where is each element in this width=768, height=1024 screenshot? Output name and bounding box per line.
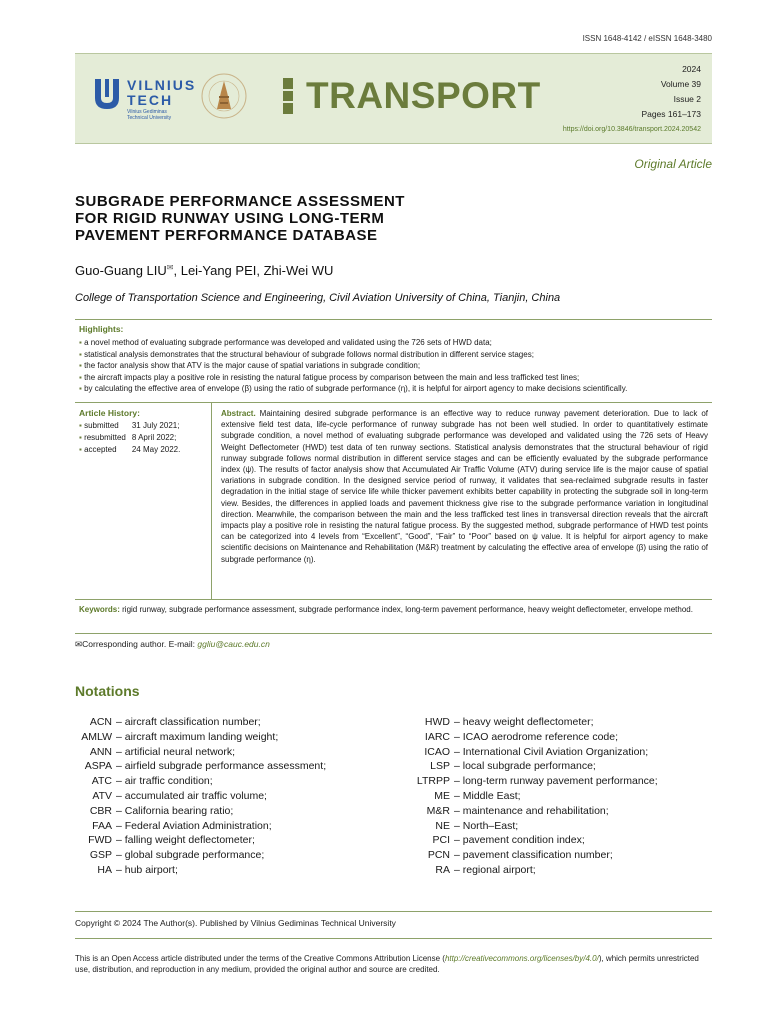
vt-word-2: TECH [127,92,174,108]
journal-banner [75,53,712,144]
author-list [75,263,333,278]
title-line: FOR RIGID RUNWAY USING LONG-TERM [75,210,385,227]
notation-abbr: LSP [430,760,450,773]
vertical-divider [211,403,212,599]
notation-def: – Federal Aviation Administration; [116,819,272,832]
notation-abbr: FAA [92,819,112,832]
notation-def: – regional airport; [454,863,536,876]
notation-row [75,804,326,819]
list-item: ▪ the factor analysis show that ATV is the major cause of spatial variations in subgrade condition; [79,360,709,372]
notation-def: – air traffic condition; [116,775,213,788]
abstract [221,408,708,565]
article-type: Original Article [634,157,712,171]
table-row [79,444,186,456]
issue-number: Issue 2 [673,94,701,104]
notation-row [410,833,658,848]
notation-abbr: LTRPP [416,775,450,788]
notation-def: – falling weight deflectometer; [116,834,255,847]
notation-abbr: ANN [89,745,112,758]
article-title [75,193,495,244]
vt-word-1: VILNIUS [127,77,197,93]
history-date: 31 July 2021; [131,421,180,430]
notation-row [410,759,658,774]
journal-bar-icon [283,78,293,114]
notation-def: – pavement condition index; [454,834,585,847]
academy-seal-icon [200,72,248,120]
notation-def: – North–East; [454,819,519,832]
notation-row [75,759,326,774]
list-item: ▪ by calculating the effective area of envelope (β) using the ratio of subgrade performance (η), it is helpful for airport agency to make decisions scientifically. [79,383,709,395]
notation-row [410,774,658,789]
keywords [79,604,709,616]
notation-abbr: GSP [89,849,112,862]
list-item: ▪ statistical analysis demonstrates that the structural behaviour of subgrade follows normal distribution in different service stages; [79,349,709,361]
notation-abbr: CBR [89,804,112,817]
corresponding-label: Corresponding author. E-mail: [82,639,196,649]
notation-abbr: ASPA [84,760,112,773]
issue-volume: Volume 39 [660,79,701,89]
divider [75,938,712,939]
issue-meta [555,62,701,137]
notation-row [410,745,658,760]
history-event: ▪ submitted [79,420,132,432]
notation-row [75,848,326,863]
history-event: ▪ accepted [79,444,132,456]
notation-def: – local subgrade performance; [454,760,596,773]
vt-sub-2: Technical University [127,115,172,121]
vilnius-tech-subtitle [127,109,207,121]
notation-row [75,789,326,804]
notation-abbr: FWD [88,834,112,847]
notation-def: – artificial neural network; [116,745,236,758]
issue-pages: Pages 161–173 [641,109,701,119]
notations-right-column [410,715,658,878]
keywords-label: Keywords: [79,605,120,614]
issue-year: 2024 [682,64,701,74]
notation-abbr: AMLW [81,730,112,743]
corresponding-author [75,639,270,650]
notation-def: – pavement classification number; [454,849,613,862]
notation-def: – California bearing ratio; [116,804,234,817]
notation-row [410,789,658,804]
notation-abbr: IARC [424,730,450,743]
notation-abbr: HA [97,863,112,876]
table-row [79,420,186,432]
notation-def: – heavy weight deflectometer; [454,716,594,728]
notation-row [75,833,326,848]
history-event: ▪ resubmitted [79,432,132,444]
notation-row [410,730,658,745]
license-after: ), which permits unrestricted use, distribution, and reproduction in any medium, provided the original author and source are credited. [75,954,699,974]
issn-line: ISSN 1648-4142 / eISSN 1648-3480 [582,34,712,43]
vilnius-tech-wordmark [127,78,196,108]
notation-def: – aircraft classification number; [116,716,261,728]
divider [75,911,712,912]
list-item: ▪ the aircraft impacts play a positive role in resisting the natural fatigue process by comparison between the main and less trafficked test lines; [79,372,709,384]
notation-row [75,819,326,834]
divider [75,599,712,600]
notation-abbr: PCN [427,849,450,862]
notation-abbr: HWD [424,716,450,728]
history-date: 8 April 2022; [131,433,177,442]
notation-abbr: RA [435,863,450,876]
notation-abbr: NE [435,819,450,832]
notation-def: – ICAO aerodrome reference code; [454,730,619,743]
notation-row [410,863,658,878]
notation-def: – Middle East; [454,789,521,802]
history-label: Article History: [79,408,140,418]
notation-row [410,819,658,834]
notation-row [75,730,326,745]
abstract-label: Abstract. [221,409,256,418]
notation-abbr: ME [434,789,450,802]
divider [75,633,712,634]
notation-abbr: ATV [92,789,112,802]
notation-row [410,715,658,730]
notation-abbr: PCI [432,834,450,847]
notation-def: – aircraft maximum landing weight; [116,730,279,743]
other-authors: , Lei-Yang PEI, Zhi-Wei WU [173,263,334,278]
license-link[interactable]: http://creativecommons.org/licenses/by/4.0/ [444,954,599,963]
divider [75,319,712,320]
history-date: 24 May 2022. [131,445,181,454]
envelope-icon[interactable]: ✉ [166,263,174,272]
notation-row [75,715,326,730]
envelope-icon: ✉ [75,639,83,649]
highlights-label: Highlights: [79,324,124,334]
copyright: Copyright © 2024 The Author(s). Published by Vilnius Gediminas Technical University [75,918,396,928]
list-item: ▪ a novel method of evaluating subgrade performance was developed and validated using the 726 sets of HWD data; [79,337,709,349]
notations-heading: Notations [75,683,140,699]
title-line: SUBGRADE PERFORMANCE ASSESSMENT [75,193,405,210]
divider [75,402,712,403]
title-line: PAVEMENT PERFORMANCE DATABASE [75,227,378,244]
notation-abbr: ICAO [424,745,450,758]
notation-def: – accumulated air traffic volume; [116,789,267,802]
notations-left-column [75,715,326,878]
email-link[interactable]: ggliu@cauc.edu.cn [197,639,270,649]
doi-link[interactable]: https://doi.org/10.3846/transport.2024.20542 [562,126,701,133]
notation-row [410,848,658,863]
history-table [79,420,186,456]
notation-def: – maintenance and rehabilitation; [454,804,609,817]
notation-abbr: ACN [89,716,112,728]
table-row [79,432,186,444]
journal-title: TRANSPORT [306,75,541,116]
notation-abbr: M&R [426,804,450,817]
notation-def: – airfield subgrade performance assessment; [116,760,327,773]
notation-abbr: ATC [91,775,112,788]
license-text [75,953,712,975]
notation-def: – International Civil Aviation Organization; [454,745,649,758]
keywords-text: rigid runway, subgrade performance assessment, subgrade performance index, long-term pavement performance, heavy weight deflectometer, envelope method. [122,605,693,614]
license-before: This is an Open Access article distributed under the terms of the Creative Commons Attribution License ( [75,954,445,963]
abstract-text: Maintaining desired subgrade performance is an effective way to reduce runway pavement deterioration. Due to lack of extensive field test data, life-cycle performance of runway subgrade has not been well studied. In order to quantitatively estimate subgrade condition, a novel method of evaluating subgrade performance was developed and validated using the 726 sets of Heavy Weight Deflectometer (HWD) test data of ten runway sections. Statistical analysis demonstrates that the structural behaviour of rigid runway subgrade follows normal distribution in different service stages and can be efficiently evaluated by the subgrade performance index (ψ). The results of factor analysis show that Accumulated Air Traffic Volume (ATV) during service life is the major cause of spatial variations in subgrade condition. In the designed service period of runway, it validates that sea-reclaimed subgrade results in faster degradation in the initial stage of service life while thicker pavement exhibits better capability in protecting the subgrade soil in long-term view. Besides, the differences in applied loads and pavement thickness give rise to the subgrade performance variation in longitudinal direction. Meanwhile, the comparison between the main and the less trafficked test lines in transversal direction reveals that the aircraft impacts play a positive role in resisting the natural fatigue process. By the suggested method, subgrade performance of HWD test points can be categorized into 4 levels from “Excellent”, “Good”, “Fair” to “Poor” based on ψ value. It is helpful for airport agency to make scientific decisions on Maintenance and Rehabilitation (M&R) treatment by calculating the effective area of envelope (β) using the ratio of subgrade performance (η). [221,409,708,564]
notation-row [75,774,326,789]
vt-sub-1: Vilnius Gediminas [127,109,167,115]
notation-def: – global subgrade performance; [116,849,265,862]
notation-def: – hub airport; [116,863,178,876]
notation-row [75,863,326,878]
first-author: Guo-Guang LIU [75,263,167,278]
notation-row [75,745,326,760]
vilnius-tech-logo-icon [91,76,123,110]
notation-def: – long-term runway pavement performance; [454,775,658,788]
highlights-list [79,337,709,395]
affiliation: College of Transportation Science and Engineering, Civil Aviation University of China, Tianjin, China [75,292,561,304]
notation-row [410,804,658,819]
